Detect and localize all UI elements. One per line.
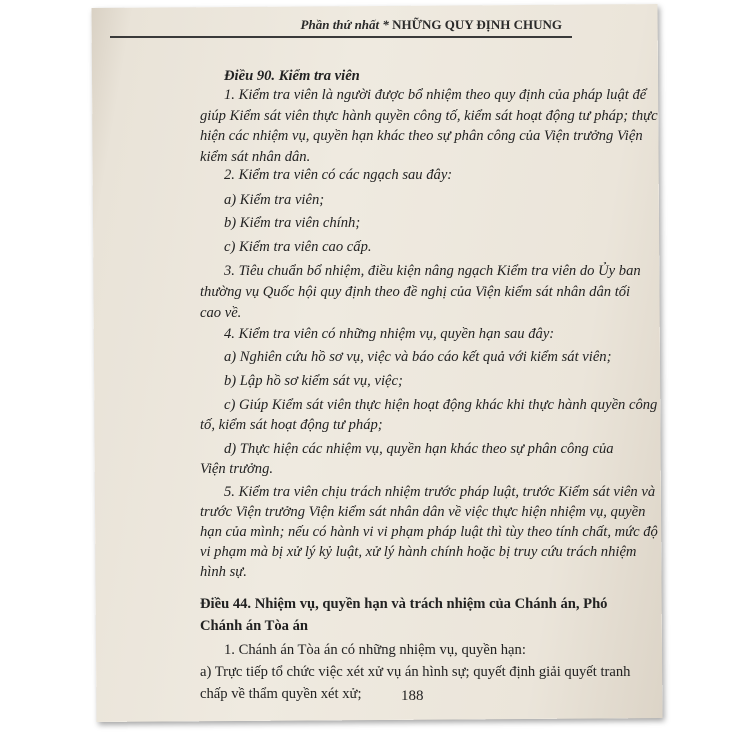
article-90-line: giúp Kiểm sát viên thực hành quyền công tố, kiểm sát hoạt động tư pháp; thực [200,107,658,124]
article-44-line: a) Trực tiếp tổ chức việc xét xử vụ án hình sự; quyết định giải quyết tranh [200,664,631,680]
article-90-line: hạn của mình; nếu có hành vi vi phạm pháp luật thì tùy theo tính chất, mức độ [200,523,658,540]
article-44-line: 1. Chánh án Tòa án có những nhiệm vụ, quyền hạn: [224,642,526,658]
article-90-line: d) Thực hiện các nhiệm vụ, quyền hạn khác theo sự phân công của [224,440,614,457]
article-90-line: 2. Kiểm tra viên có các ngạch sau đây: [224,167,453,184]
page-number: 188 [401,688,424,704]
header-title: NHỮNG QUY ĐỊNH CHUNG [392,17,562,32]
article-90-line: thường vụ Quốc hội quy định theo đề nghị của Viện kiểm sát nhân dân tối [200,284,631,301]
article-90-line: hiện các nhiệm vụ, quyền hạn khác theo sự phân công của Viện trưởng Viện [200,128,643,145]
article-90-line: trước Viện trưởng Viện kiểm sát nhân dân về việc thực hiện nhiệm vụ, quyền [200,503,646,520]
article-90-line: b) Lập hồ sơ kiểm sát vụ, việc; [224,372,403,389]
article-90-line: a) Nghiên cứu hồ sơ vụ, việc và báo cáo kết quả với kiểm sát viên; [224,349,612,366]
article-90-heading: Điều 90. Kiểm tra viên [224,67,360,84]
article-90-line: c) Giúp Kiểm sát viên thực hiện hoạt động khác khi thực hành quyền công [224,397,658,414]
article-44-line: chấp về thẩm quyền xét xử; [200,686,362,702]
header-rule [110,36,572,38]
article-90-line: Viện trưởng. [200,460,274,477]
article-90-line: 3. Tiêu chuẩn bổ nhiệm, điều kiện nâng ngạch Kiểm tra viên do Ủy ban [224,263,641,280]
article-44-heading-line1: Điều 44. Nhiệm vụ, quyền hạn và trách nhiệm của Chánh án, Phó [200,596,608,612]
article-90-line: 1. Kiểm tra viên là người được bổ nhiệm theo quy định của pháp luật để [224,86,647,103]
article-90-line: 5. Kiểm tra viên chịu trách nhiệm trước pháp luật, trước Kiểm sát viên và [224,484,656,501]
header-separator: * [382,17,389,32]
article-90-line: hình sự. [200,563,247,580]
article-90-line: vi phạm mà bị xử lý kỷ luật, xử lý hành chính hoặc bị truy cứu trách nhiệm [200,543,637,560]
running-header [112,17,562,33]
article-90-line: tố, kiểm sát hoạt động tư pháp; [200,417,383,434]
article-90-line: kiểm sát nhân dân. [200,149,311,166]
article-90-line: 4. Kiểm tra viên có những nhiệm vụ, quyền hạn sau đây: [224,325,555,342]
header-part: Phần thứ nhất [300,17,380,32]
article-44-heading-line2: Chánh án Tòa án [200,618,309,634]
article-90-line: a) Kiểm tra viên; [224,191,325,208]
article-90-line: b) Kiểm tra viên chính; [224,215,361,232]
article-90-line: cao về. [200,304,242,321]
article-90-line: c) Kiểm tra viên cao cấp. [224,238,372,255]
